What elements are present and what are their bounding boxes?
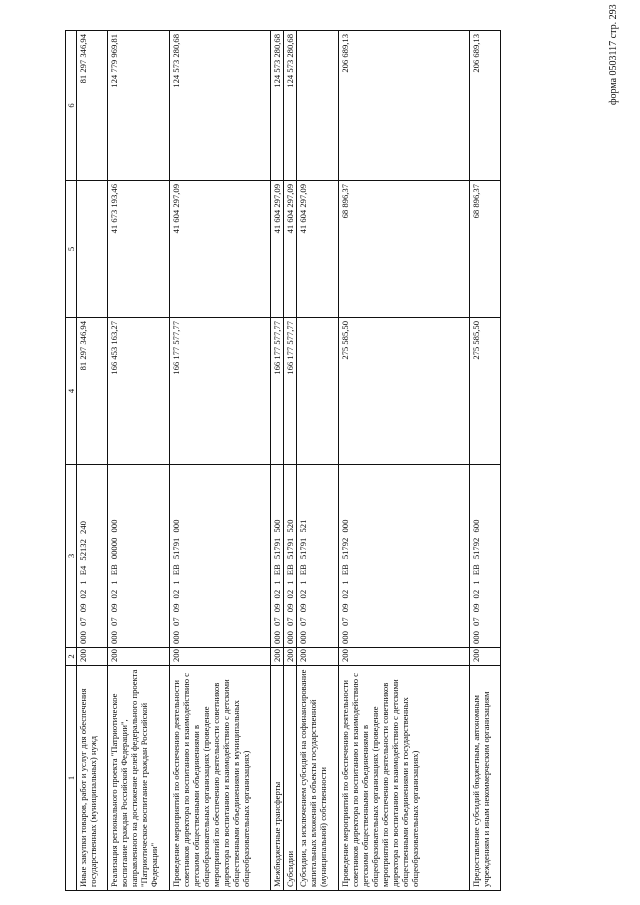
- column-number: 6: [66, 31, 77, 181]
- approved-amount: 275 585,50: [339, 318, 470, 465]
- table-row: [470, 31, 501, 891]
- table-row: [170, 31, 271, 891]
- column-number: 5: [66, 181, 77, 318]
- line-code: 200: [108, 648, 170, 666]
- column-number: 4: [66, 318, 77, 465]
- table-row: [271, 31, 284, 891]
- line-code: 200: [170, 648, 271, 666]
- approved-amount: 275 585,50: [470, 318, 501, 465]
- budget-classification-code: 000 07 09 02 1 ЕВ 51792 600: [470, 465, 501, 648]
- row-name: Субсидии, за исключением субсидий на софинансирование капитальных вложений в объекты государственной (муниципальной) собственности: [297, 666, 339, 891]
- row-name: Иные закупки товаров, работ и услуг для обеспечения государственных (муниципальных) нужд: [77, 666, 108, 891]
- unexecuted-amount: 206 689,13: [470, 31, 501, 181]
- line-code: 200: [297, 648, 339, 666]
- column-number: 3: [66, 465, 77, 648]
- row-name: Субсидии: [284, 666, 297, 891]
- row-name: Проведение мероприятий по обеспечению деятельности советников директора по воспитанию и взаимодействию с детскими общественными объединениями в общеобразовательных организациях (проведение мероприятий по обеспечению деятельности советников директора по воспитанию и взаимодействию с детскими общественными объединениями в государственных общеобразовательных организациях): [339, 666, 470, 891]
- budget-classification-code: 000 07 09 02 1 ЕВ 00000 000: [108, 465, 170, 648]
- unexecuted-amount: 81 297 346,94: [77, 31, 108, 181]
- executed-amount: 68 896,37: [339, 181, 470, 318]
- approved-amount: 166 177 577,77: [284, 318, 297, 465]
- line-code: 200: [77, 648, 108, 666]
- executed-amount: [77, 181, 108, 318]
- table-row: [284, 31, 297, 891]
- line-code: 200: [339, 648, 470, 666]
- table-row: [339, 31, 470, 891]
- executed-amount: 41 673 193,46: [108, 181, 170, 318]
- budget-classification-code: 000 07 09 02 1 ЕВ 51791 521: [297, 465, 339, 648]
- executed-amount: 68 896,37: [470, 181, 501, 318]
- unexecuted-amount: [297, 31, 339, 181]
- form-label: форма 0503117 стр. 293: [608, 4, 619, 105]
- budget-classification-code: 000 07 09 02 1 ЕВ 51791 520: [284, 465, 297, 648]
- approved-amount: 166 453 163,27: [108, 318, 170, 465]
- unexecuted-amount: 124 573 280,68: [170, 31, 271, 181]
- approved-amount: 81 297 346,94: [77, 318, 108, 465]
- column-number-row: [66, 31, 77, 891]
- unexecuted-amount: 124 573 280,68: [284, 31, 297, 181]
- executed-amount: 41 604 297,09: [297, 181, 339, 318]
- row-name: Предоставление субсидий бюджетным, автономным учреждениям и иным некоммерческим организациям: [470, 666, 501, 891]
- approved-amount: 166 177 577,77: [170, 318, 271, 465]
- line-code: 200: [470, 648, 501, 666]
- approved-amount: 166 177 577,77: [271, 318, 284, 465]
- approved-amount: [297, 318, 339, 465]
- unexecuted-amount: 124 779 969,81: [108, 31, 170, 181]
- executed-amount: 41 604 297,09: [170, 181, 271, 318]
- budget-classification-code: 000 07 09 02 1 ЕВ 51791 000: [170, 465, 271, 648]
- line-code: 200: [271, 648, 284, 666]
- row-name: Межбюджетные трансферты: [271, 666, 284, 891]
- column-number: 1: [66, 666, 77, 891]
- table-row: [297, 31, 339, 891]
- table-row: [108, 31, 170, 891]
- unexecuted-amount: 206 689,13: [339, 31, 470, 181]
- row-name: Проведение мероприятий по обеспечению деятельности советников директора по воспитанию и взаимодействию с детскими общественными объединениями в общеобразовательных организациях (проведение мероприятий по обеспечению деятельности советников директора по воспитанию и взаимодействию с детскими общественными объединениями в муниципальных общеобразовательных организациях): [170, 666, 271, 891]
- line-code: 200: [284, 648, 297, 666]
- executed-amount: 41 604 297,09: [284, 181, 297, 318]
- executed-amount: 41 604 297,09: [271, 181, 284, 318]
- report-table: [65, 30, 501, 891]
- budget-classification-code: 000 07 09 02 1 ЕВ 51792 000: [339, 465, 470, 648]
- table-row: [77, 31, 108, 891]
- budget-classification-code: 000 07 09 02 1 ЕВ 51791 500: [271, 465, 284, 648]
- budget-classification-code: 000 07 09 02 1 Е4 52132 240: [77, 465, 108, 648]
- column-number: 2: [66, 648, 77, 666]
- row-name: Реализация регионального проекта "Патриотическое воспитание граждан Российской Федерации", направленного на достижение целей федерального проекта "Патриотическое воспитание граждан Российской Федерации": [108, 666, 170, 891]
- unexecuted-amount: 124 573 280,68: [271, 31, 284, 181]
